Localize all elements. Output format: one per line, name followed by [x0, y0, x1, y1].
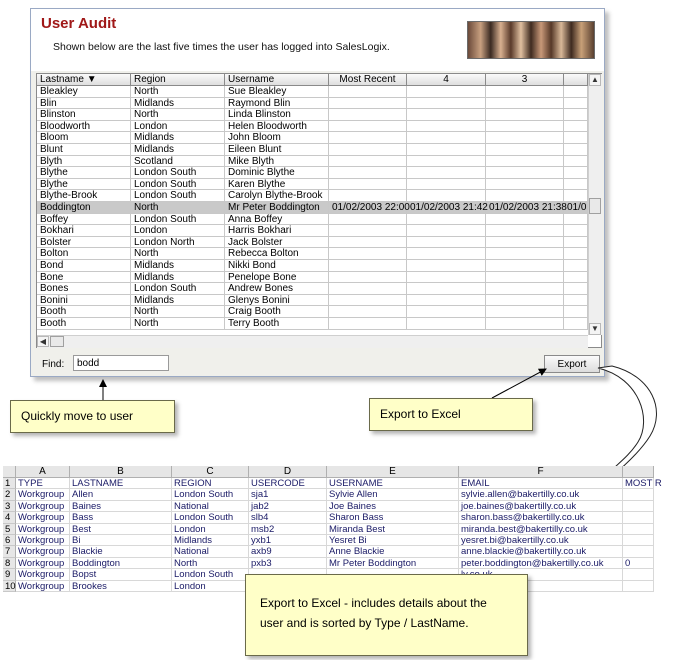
- sheet-cell[interactable]: Mr Peter Boddington: [327, 558, 459, 569]
- cell-username: Rebecca Bolton: [225, 248, 329, 260]
- sheet-cell[interactable]: [623, 581, 654, 592]
- cell-lastname: Bond: [37, 260, 131, 272]
- page-subtitle: Shown below are the last five times the user has logged into SalesLogix.: [53, 41, 390, 53]
- sheet-col-header[interactable]: E: [327, 466, 459, 478]
- cell-username: Eileen Blunt: [225, 144, 329, 156]
- scroll-left-icon[interactable]: ◀: [37, 336, 49, 347]
- scroll-up-icon[interactable]: ▲: [589, 74, 601, 86]
- cell-lastname: Bokhari: [37, 225, 131, 237]
- cell-region: North: [131, 109, 225, 121]
- sheet-cell[interactable]: EMAIL: [459, 478, 623, 489]
- sheet-cell[interactable]: Workgroup: [16, 535, 70, 546]
- cell-region: North: [131, 248, 225, 260]
- sheet-cell[interactable]: London: [172, 524, 249, 535]
- cell-username: Karen Blythe: [225, 179, 329, 191]
- sheet-cell[interactable]: Miranda Best: [327, 524, 459, 535]
- sheet-cell[interactable]: Workgroup: [16, 569, 70, 580]
- sheet-cell[interactable]: yxb1: [249, 535, 327, 546]
- callout-find: Quickly move to user: [10, 400, 175, 433]
- cell-lastname: Bone: [37, 272, 131, 284]
- export-button[interactable]: Export: [544, 355, 600, 373]
- sheet-cell[interactable]: USERCODE: [249, 478, 327, 489]
- cell-region: London South: [131, 190, 225, 202]
- sheet-cell[interactable]: [623, 512, 654, 523]
- cell-lastname: Bolton: [37, 248, 131, 260]
- cell-username: Linda Blinston: [225, 109, 329, 121]
- arrow-to-export: [492, 369, 546, 398]
- cell-lastname: Blunt: [37, 144, 131, 156]
- cell-username: Anna Boffey: [225, 214, 329, 226]
- cell-region: Midlands: [131, 260, 225, 272]
- cell-username: Mike Blyth: [225, 156, 329, 168]
- scroll-down-icon[interactable]: ▼: [589, 323, 601, 335]
- cell-region: North: [131, 202, 225, 214]
- sheet-col-header[interactable]: C: [172, 466, 249, 478]
- cell-region: Midlands: [131, 144, 225, 156]
- cell-username: Helen Bloodworth: [225, 121, 329, 133]
- cell-region: North: [131, 306, 225, 318]
- cell-username: Andrew Bones: [225, 283, 329, 295]
- sheet-cell[interactable]: msb2: [249, 524, 327, 535]
- cell-2: 01/0: [564, 202, 588, 214]
- sheet-cell[interactable]: pxb3: [249, 558, 327, 569]
- sheet-cell[interactable]: MOST R: [625, 478, 662, 489]
- cell-username: Mr Peter Boddington: [225, 202, 329, 214]
- cell-lastname: Booth: [37, 306, 131, 318]
- cell-username: John Bloom: [225, 132, 329, 144]
- sheet-cell[interactable]: Workgroup: [16, 558, 70, 569]
- sheet-col-header[interactable]: F: [459, 466, 623, 478]
- sheet-cell[interactable]: Workgroup: [16, 512, 70, 523]
- sheet-col-header[interactable]: D: [249, 466, 327, 478]
- cell-lastname: Booth: [37, 318, 131, 330]
- sheet-cell[interactable]: yesret.bi@bakertilly.co.uk: [459, 535, 623, 546]
- cell-username: Sue Bleakley: [225, 86, 329, 98]
- excel-export-sheet: [3, 466, 662, 592]
- sheet-cell[interactable]: Bopst: [70, 569, 172, 580]
- sheet-cell[interactable]: peter.boddington@bakertilly.co.uk: [459, 558, 623, 569]
- sheet-cell[interactable]: [623, 546, 654, 557]
- sheet-row-number[interactable]: 1: [3, 478, 16, 489]
- header-col-region[interactable]: Region: [131, 74, 225, 86]
- cell-4: 01/02/2003 21:42: [407, 202, 486, 214]
- sheet-cell[interactable]: Bass: [70, 512, 172, 523]
- cell-most-recent: 01/02/2003 22:00: [329, 202, 407, 214]
- sheet-cell[interactable]: Bi: [70, 535, 172, 546]
- cell-lastname: Blin: [37, 98, 131, 110]
- cell-region: Scotland: [131, 156, 225, 168]
- callout-export: Export to Excel: [369, 398, 533, 431]
- sheet-cell[interactable]: Yesret Bi: [327, 535, 459, 546]
- sheet-row-number[interactable]: 4: [3, 512, 16, 523]
- find-label: Find:: [42, 359, 65, 370]
- sheet-cell[interactable]: London South: [172, 569, 249, 580]
- sheet-cell[interactable]: London: [172, 581, 249, 592]
- sheet-col-header[interactable]: B: [70, 466, 172, 478]
- cell-region: London: [131, 121, 225, 133]
- sheet-cell[interactable]: Brookes: [70, 581, 172, 592]
- cell-lastname: Blinston: [37, 109, 131, 121]
- cell-username: Harris Bokhari: [225, 225, 329, 237]
- cell-username: Raymond Blin: [225, 98, 329, 110]
- sheet-row-number[interactable]: 8: [3, 558, 16, 569]
- cell-region: London South: [131, 283, 225, 295]
- cell-lastname: Bleakley: [37, 86, 131, 98]
- cell-username: Craig Booth: [225, 306, 329, 318]
- sheet-cell[interactable]: sja1: [249, 489, 327, 500]
- sheet-col-header[interactable]: A: [16, 466, 70, 478]
- cell-region: London South: [131, 179, 225, 191]
- sheet-cell[interactable]: Anne Blackie: [327, 546, 459, 557]
- sheet-cell[interactable]: Boddington: [70, 558, 172, 569]
- sheet-corner[interactable]: [3, 466, 16, 478]
- sheet-cell[interactable]: [623, 501, 654, 512]
- cell-username: Terry Booth: [225, 318, 329, 330]
- sheet-cell[interactable]: North: [172, 558, 249, 569]
- sheet-cell[interactable]: slb4: [249, 512, 327, 523]
- cell-username: Penelope Bone: [225, 272, 329, 284]
- sheet-cell[interactable]: Baines: [70, 501, 172, 512]
- callout-sheet: Export to Excel - includes details about the user and is sorted by Type / LastName.: [245, 574, 528, 656]
- cell-region: Midlands: [131, 272, 225, 284]
- cell-username: Carolyn Blythe-Brook: [225, 190, 329, 202]
- sheet-cell[interactable]: jab2: [249, 501, 327, 512]
- cell-lastname: Blyth: [37, 156, 131, 168]
- cell-lastname: Bloom: [37, 132, 131, 144]
- cell-username: Dominic Blythe: [225, 167, 329, 179]
- sheet-cell[interactable]: USERNAME: [327, 478, 459, 489]
- sheet-cell[interactable]: National: [172, 501, 249, 512]
- sheet-cell[interactable]: Sharon Bass: [327, 512, 459, 523]
- sheet-row-number[interactable]: 6: [3, 535, 16, 546]
- sheet-cell[interactable]: National: [172, 546, 249, 557]
- sheet-row-number[interactable]: 7: [3, 546, 16, 557]
- sheet-cell[interactable]: TYPE: [16, 478, 70, 489]
- page-title: User Audit: [41, 15, 117, 32]
- cell-lastname: Boffey: [37, 214, 131, 226]
- sheet-cell[interactable]: Workgroup: [16, 581, 70, 592]
- sheet-cell[interactable]: Best: [70, 524, 172, 535]
- header-col-4[interactable]: 4: [407, 74, 486, 86]
- sheet-cell[interactable]: axb9: [249, 546, 327, 557]
- cell-region: Midlands: [131, 98, 225, 110]
- sheet-cell[interactable]: Workgroup: [16, 501, 70, 512]
- sheet-cell[interactable]: anne.blackie@bakertilly.co.uk: [459, 546, 623, 557]
- sheet-cell[interactable]: London South: [172, 512, 249, 523]
- cell-region: North: [131, 318, 225, 330]
- sheet-col-header[interactable]: [623, 466, 654, 478]
- sheet-cell[interactable]: miranda.best@bakertilly.co.uk: [459, 524, 623, 535]
- sheet-cell[interactable]: London South: [172, 489, 249, 500]
- sheet-cell[interactable]: Workgroup: [16, 524, 70, 535]
- sheet-cell[interactable]: Workgroup: [16, 489, 70, 500]
- cell-username: Jack Bolster: [225, 237, 329, 249]
- sheet-cell[interactable]: [623, 569, 654, 580]
- header-col-most-recent[interactable]: Most Recent: [329, 74, 407, 86]
- sheet-cell[interactable]: 0: [623, 558, 654, 569]
- sheet-cell[interactable]: [623, 489, 654, 500]
- header-col-username[interactable]: Username: [225, 74, 329, 86]
- sheet-cell[interactable]: sharon.bass@bakertilly.co.uk: [459, 512, 623, 523]
- cell-region: London: [131, 225, 225, 237]
- cell-lastname: Bolster: [37, 237, 131, 249]
- sheet-cell[interactable]: LASTNAME: [70, 478, 172, 489]
- sheet-row-number[interactable]: 5: [3, 524, 16, 535]
- sheet-row-number[interactable]: 3: [3, 501, 16, 512]
- cell-lastname: Bonini: [37, 295, 131, 307]
- cell-region: North: [131, 86, 225, 98]
- sheet-cell[interactable]: Joe Baines: [327, 501, 459, 512]
- sheet-cell[interactable]: [623, 535, 654, 546]
- sheet-row-number[interactable]: 9: [3, 569, 16, 580]
- header-col-lastname[interactable]: Lastname ▼: [37, 74, 131, 86]
- cell-3: 01/02/2003 21:38: [486, 202, 564, 214]
- sheet-cell[interactable]: Sylvie Allen: [327, 489, 459, 500]
- cell-region: London South: [131, 214, 225, 226]
- sheet-cell[interactable]: Blackie: [70, 546, 172, 557]
- cell-lastname: Blythe: [37, 179, 131, 191]
- cell-username: Glenys Bonini: [225, 295, 329, 307]
- sheet-cell[interactable]: sylvie.allen@bakertilly.co.uk: [459, 489, 623, 500]
- cell-region: Midlands: [131, 132, 225, 144]
- sheet-cell[interactable]: [623, 524, 654, 535]
- cell-region: London South: [131, 167, 225, 179]
- sheet-cell[interactable]: REGION: [172, 478, 249, 489]
- sheet-row-number[interactable]: 2: [3, 489, 16, 500]
- header-col-3[interactable]: 3: [486, 74, 564, 86]
- cell-username: Nikki Bond: [225, 260, 329, 272]
- cell-lastname: Bloodworth: [37, 121, 131, 133]
- sheet-cell[interactable]: joe.baines@bakertilly.co.uk: [459, 501, 623, 512]
- sheet-cell[interactable]: Workgroup: [16, 546, 70, 557]
- cell-lastname: Bones: [37, 283, 131, 295]
- sheet-row-number[interactable]: 10: [5, 580, 16, 592]
- cell-lastname: Blythe: [37, 167, 131, 179]
- sheet-cell[interactable]: Midlands: [172, 535, 249, 546]
- cell-lastname: Blythe-Brook: [37, 190, 131, 202]
- cell-region: London North: [131, 237, 225, 249]
- cell-region: Midlands: [131, 295, 225, 307]
- cell-lastname: Boddington: [37, 202, 131, 214]
- sheet-cell[interactable]: Allen: [70, 489, 172, 500]
